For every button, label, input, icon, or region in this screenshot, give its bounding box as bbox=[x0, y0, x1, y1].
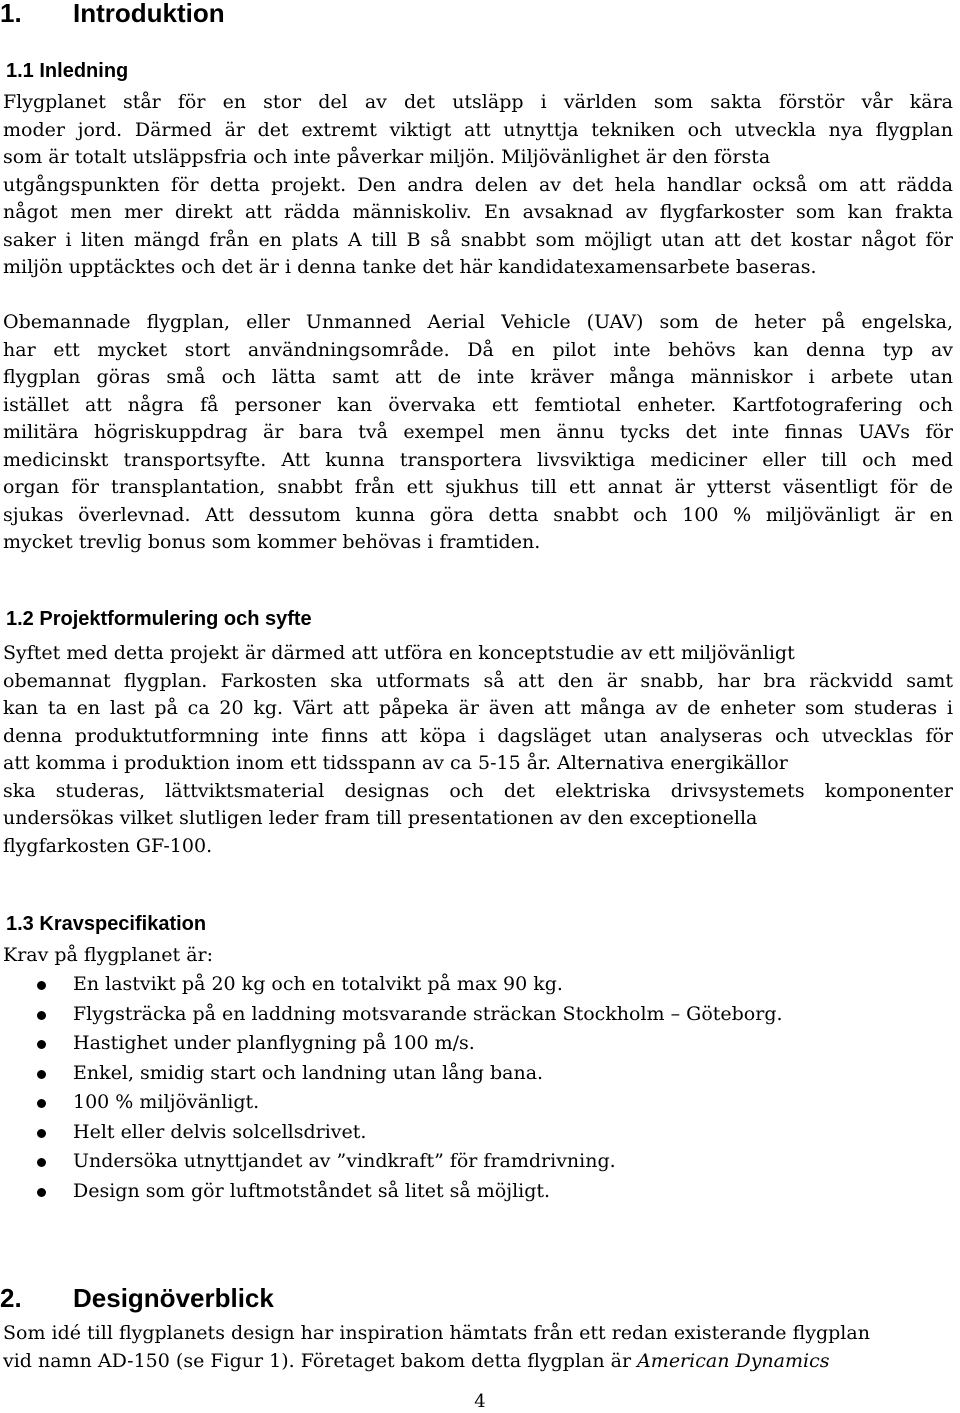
subsection-number: 1.3 bbox=[6, 913, 34, 935]
text-line: undersökas vilket slutligen leder fram till presentationen av den exceptionella bbox=[3, 807, 758, 829]
text-line: Som idé till flygplanets design har inspiration hämtats från ett redan existerande flygplan bbox=[3, 1322, 870, 1344]
bullet-icon bbox=[37, 1099, 46, 1108]
bullet-icon bbox=[37, 1040, 46, 1049]
text-line: saker i liten mängd från en plats A till B så snabbt som möjligt utan att det kostar något för bbox=[3, 228, 953, 251]
text-line: sjukas överlevnad. Att dessutom kunna göra detta snabbt och 100 % miljövänligt är en bbox=[3, 503, 953, 526]
text-line: något men mer direkt att rädda människoliv. En avsaknad av flygfarkoster som kan frakta bbox=[3, 201, 953, 223]
section-number: 2. bbox=[0, 1283, 22, 1313]
list-item-text: Design som gör luftmotståndet så litet så möjligt. bbox=[73, 1179, 551, 1202]
list-item bbox=[0, 1059, 783, 1089]
bullet-icon bbox=[37, 1188, 46, 1197]
text-line: miljön upptäcktes och det är i denna tanke det här kandidatexamensarbete baseras. bbox=[3, 256, 817, 278]
text-line: organ för transplantation, snabbt från ett sjukhus till ett annat är ytterst väsentligt för de bbox=[3, 476, 953, 498]
subsection-number: 1.1 bbox=[6, 60, 34, 82]
text-line: kan ta en last på ca 20 kg. Värt att påpeka är även att många av de enheter som studeras i bbox=[3, 697, 953, 719]
text-line: Flygplanet står för en stor del av det utsläpp i världen som sakta förstör vår kära bbox=[3, 91, 953, 113]
subsection-heading-projektformulering bbox=[6, 606, 312, 632]
list-item bbox=[0, 970, 783, 1000]
list-item bbox=[0, 1088, 783, 1118]
text-line: Krav på flygplanet är: bbox=[3, 944, 214, 966]
bullet-icon bbox=[37, 1158, 46, 1167]
subsection-title: Projektformulering och syfte bbox=[39, 608, 312, 630]
page-number: 4 bbox=[474, 1391, 486, 1412]
list-item-text: Flygsträcka på en laddning motsvarande sträckan Stockholm – Göteborg. bbox=[73, 1002, 783, 1025]
text-segment: vid namn AD-150 (se Figur 1). Företaget bakom detta flygplan är bbox=[3, 1349, 638, 1372]
text-line: utgångspunkten för detta projekt. Den andra delen av det hela handlar också om att rädda bbox=[3, 173, 953, 196]
text-line: att komma i produktion inom ett tidsspann av ca 5-15 år. Alternativa energikällor bbox=[3, 752, 788, 774]
text-line: istället att några få personer kan övervaka ett femtiotal enheter. Kartfotografering och bbox=[3, 393, 953, 416]
bullet-icon bbox=[37, 1011, 46, 1020]
list-item-text: 100 % miljövänligt. bbox=[73, 1091, 260, 1113]
section-number: 1. bbox=[0, 0, 22, 28]
list-item bbox=[0, 1147, 783, 1177]
paragraph-inledning-2 bbox=[3, 309, 953, 557]
paragraph-projektformulering bbox=[3, 640, 953, 860]
list-item bbox=[0, 1000, 783, 1030]
text-line: denna produktutformning inte finns att köpa i dagsläget utan analyseras och utvecklas för bbox=[3, 724, 953, 747]
paragraph-krav-intro bbox=[3, 942, 953, 970]
text-line: som är totalt utsläppsfria och inte påverkar miljön. Miljövänlighet är den första bbox=[3, 146, 771, 168]
subsection-number: 1.2 bbox=[6, 608, 34, 630]
text-line: Obemannade flygplan, eller Unmanned Aerial Vehicle (UAV) som de heter på engelska, bbox=[3, 311, 953, 333]
section-title: Designöverblick bbox=[73, 1283, 274, 1313]
list-item bbox=[0, 1177, 783, 1207]
company-name: American Dynamics bbox=[637, 1349, 830, 1372]
text-line: flygfarkosten GF-100. bbox=[3, 834, 213, 857]
list-item-text: Undersöka utnyttjandet av ”vindkraft” för framdrivning. bbox=[73, 1150, 616, 1172]
paragraph-designoverblick bbox=[3, 1320, 953, 1375]
text-line: moder jord. Därmed är det extremt viktigt att utnyttja tekniken och utveckla nya flygplan bbox=[3, 118, 953, 141]
text-line: har ett mycket stort användningsområde. Då en pilot inte behövs kan denna typ av bbox=[3, 338, 953, 361]
text-line: mycket trevlig bonus som kommer behövas i framtiden. bbox=[3, 531, 541, 553]
bullet-icon bbox=[37, 1129, 46, 1138]
text-line: militära högriskuppdrag är bara två exempel men ännu tycks det inte finnas UAVs för bbox=[3, 421, 953, 443]
list-item bbox=[0, 1029, 783, 1059]
bullet-icon bbox=[37, 981, 46, 990]
bullet-icon bbox=[37, 1070, 46, 1079]
subsection-heading-inledning bbox=[6, 58, 128, 84]
section-heading-introduktion bbox=[0, 0, 225, 28]
requirements-list bbox=[0, 970, 783, 1206]
text-line bbox=[3, 1348, 953, 1376]
list-item-text: En lastvikt på 20 kg och en totalvikt på max 90 kg. bbox=[73, 973, 563, 995]
text-line: flygplan göras små och lätta samt att de inte kräver många människor i arbete utan bbox=[3, 366, 953, 388]
list-item-text: Helt eller delvis solcellsdrivet. bbox=[73, 1120, 367, 1143]
subsection-title: Inledning bbox=[39, 60, 129, 82]
text-line: ska studeras, lättviktsmaterial designas och det elektriska drivsystemets komponenter bbox=[3, 779, 953, 802]
text-line: medicinskt transportsyfte. Att kunna transportera livsviktiga mediciner eller till och med bbox=[3, 448, 953, 471]
paragraph-inledning-1 bbox=[3, 89, 953, 282]
subsection-heading-kravspecifikation bbox=[6, 911, 206, 937]
text-line: Syftet med detta projekt är därmed att utföra en konceptstudie av ett miljövänligt bbox=[3, 642, 795, 664]
text-line: obemannat flygplan. Farkosten ska utformats så att den är snabb, har bra räckvidd samt bbox=[3, 669, 953, 692]
list-item-text: Hastighet under planflygning på 100 m/s. bbox=[73, 1032, 475, 1054]
subsection-title: Kravspecifikation bbox=[39, 913, 207, 935]
list-item-text: Enkel, smidig start och landning utan lång bana. bbox=[73, 1061, 544, 1084]
section-title: Introduktion bbox=[73, 0, 225, 28]
list-item bbox=[0, 1118, 783, 1148]
section-heading-designoverblick bbox=[0, 1283, 274, 1313]
